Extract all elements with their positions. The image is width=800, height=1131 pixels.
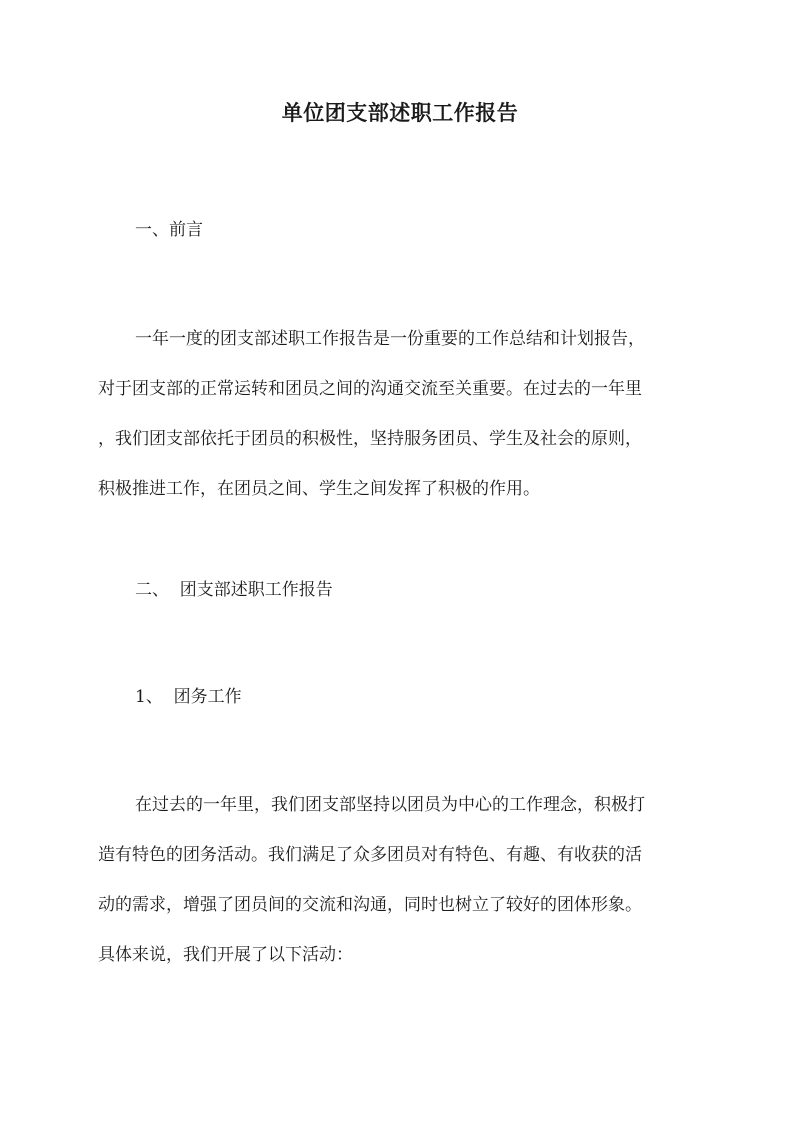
subsection-heading-work: 1、 团务工作 — [135, 687, 242, 707]
section-heading-report: 二、 团支部述职工作报告 — [135, 580, 333, 600]
document-title: 单位团支部述职工作报告 — [281, 100, 519, 125]
paragraph-line: 积极推进工作，在团员之间、学生之间发挥了积极的作用。 — [98, 479, 540, 499]
paragraph-line: 造有特色的团务活动。我们满足了众多团员对有特色、有趣、有收获的活 — [98, 845, 642, 865]
paragraph-line: ，我们团支部依托于团员的积极性，坚持服务团员、学生及社会的原则， — [98, 429, 642, 449]
paragraph-preface — [98, 325, 708, 525]
paragraph-line: 动的需求，增强了团员间的交流和沟通，同时也树立了较好的团体形象。 — [98, 895, 642, 915]
paragraph-line: 对于团支部的正常运转和团员之间的沟通交流至关重要。在过去的一年里 — [98, 379, 642, 399]
paragraph-line: 在过去的一年里，我们团支部坚持以团员为中心的工作理念，积极打 — [135, 795, 645, 815]
paragraph-line: 一年一度的团支部述职工作报告是一份重要的工作总结和计划报告， — [135, 329, 645, 349]
paragraph-work — [98, 791, 708, 991]
section-heading-preface: 一、前言 — [135, 220, 203, 240]
paragraph-line: 具体来说，我们开展了以下活动： — [98, 945, 353, 965]
